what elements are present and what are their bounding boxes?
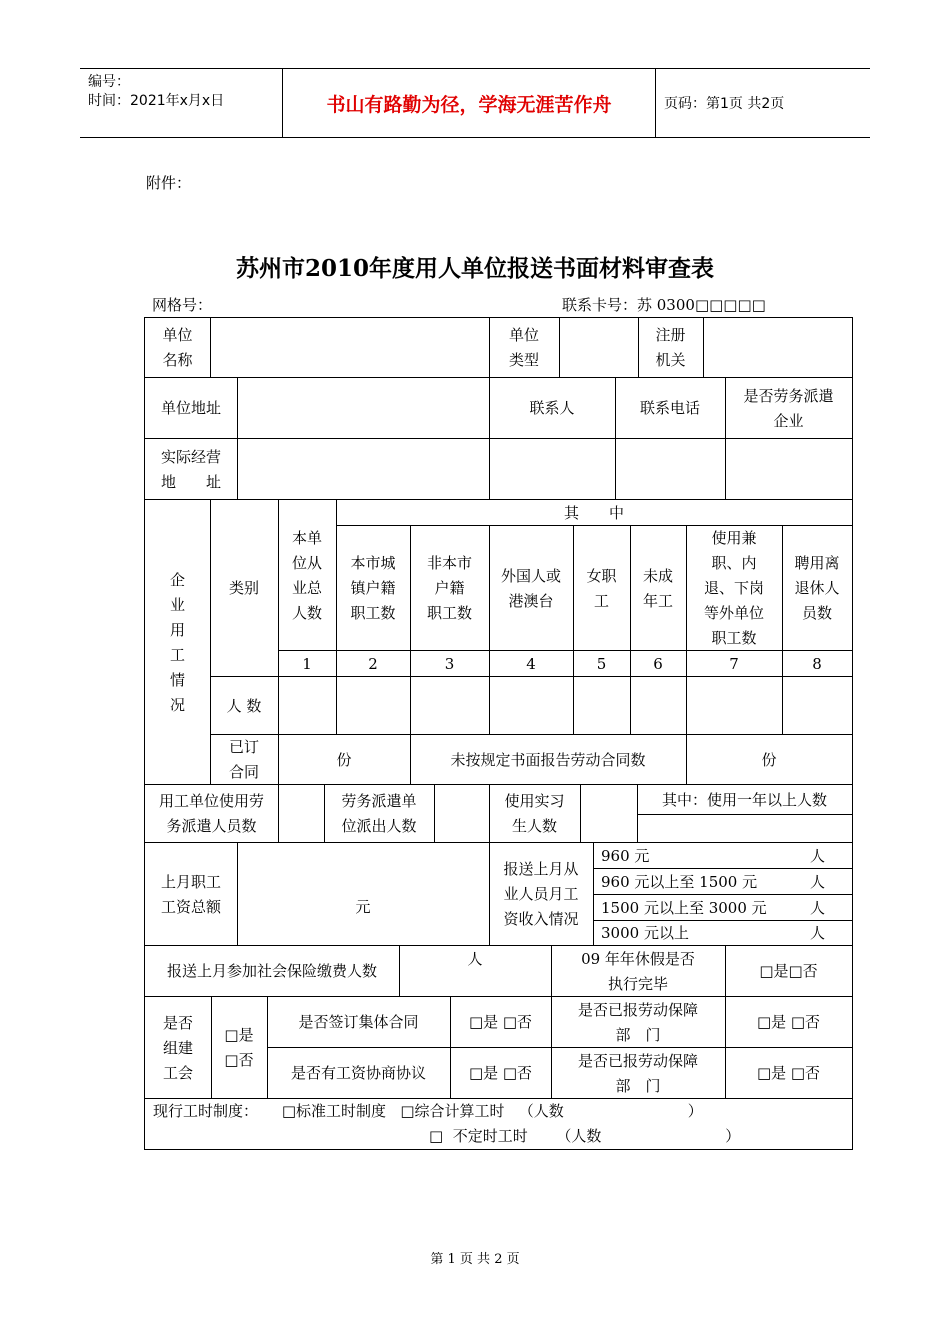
label-retired: 聘用离 退休人 员数 (794, 554, 840, 622)
field-interns-over-year[interactable] (637, 815, 852, 843)
column-number: 2 (368, 654, 378, 673)
table-border (210, 317, 211, 378)
label-actual-address: 实际经营 地 址 (160, 447, 221, 491)
table-border (593, 920, 853, 921)
label-unreported-contracts: 未按规定书面报告劳动合同数 (450, 750, 646, 769)
column-number: 6 (653, 654, 663, 673)
income-bracket-label: 3000 元以上 (601, 924, 689, 942)
label-among: 其 中 (563, 503, 624, 522)
field-contact-person[interactable] (489, 439, 615, 500)
income-bracket-label: 960 元以上至 1500 元 (601, 872, 758, 891)
table-border (450, 996, 451, 1099)
table-border (211, 996, 212, 1099)
label-unit-address: 单位地址 (160, 399, 221, 417)
contact-card-label: 联系卡号：苏 0300□□□□□ (562, 296, 766, 314)
table-border (336, 499, 337, 735)
table-border (593, 894, 853, 895)
label-category: 类别 (228, 579, 259, 597)
field-headcount-7[interactable] (686, 677, 782, 735)
page-footer: 第 1 页 共 2 页 (430, 1252, 520, 1267)
label-signed-contracts: 已订 合同 (228, 738, 259, 781)
table-border (144, 377, 853, 378)
grid-number-label: 网格号： (152, 296, 213, 314)
label-income-report: 报送上月从 业人员月工 资收入情况 (503, 860, 579, 928)
table-border (852, 317, 853, 1150)
field-registration-authority[interactable] (703, 318, 852, 378)
label-interns-over-year: 其中：使用一年以上人数 (661, 790, 827, 809)
time-label: 时间：2021年x月x日 (88, 93, 225, 109)
table-border (267, 1047, 853, 1048)
table-border (144, 499, 853, 500)
checkbox-collective-contract[interactable]: □是 □否 (468, 1013, 533, 1031)
table-border (489, 317, 490, 378)
table-border (703, 317, 704, 378)
table-border (278, 784, 279, 843)
table-border (144, 996, 853, 997)
checkbox-reported-labor-2[interactable]: □是 □否 (756, 1064, 821, 1082)
income-bracket-unit[interactable]: 人 (809, 924, 825, 942)
label-foreign: 外国人或 港澳台 (500, 566, 561, 610)
table-border (267, 996, 268, 1099)
field-headcount-1[interactable] (278, 677, 336, 735)
table-border (725, 377, 726, 500)
label-city-hukou: 本市城 镇户籍 职工数 (350, 554, 396, 622)
label-is-dispatch: 是否劳务派遣 企业 (743, 386, 834, 430)
label-headcount: 人 数 (226, 696, 262, 715)
label-dispatch-sent: 劳务派遣单 位派出人数 (341, 792, 417, 835)
header-divider (655, 69, 656, 137)
attachment-label: 附件： (146, 174, 192, 192)
table-border (144, 1098, 853, 1099)
field-unit-type[interactable] (559, 318, 638, 378)
table-border (434, 784, 435, 843)
header-page-label: 页码：第1页 共2页 (664, 96, 785, 112)
field-unit-address[interactable] (237, 378, 489, 439)
table-border (144, 842, 853, 843)
table-border (144, 784, 853, 785)
serial-label: 编号： (88, 74, 130, 90)
label-registration-authority: 注册 机关 (655, 326, 686, 369)
table-border (489, 377, 490, 500)
column-number: 1 (302, 654, 312, 673)
label-collective-contract: 是否签订集体合同 (298, 1013, 419, 1031)
field-headcount-4[interactable] (489, 677, 573, 735)
field-actual-address[interactable] (237, 439, 489, 500)
table-border (144, 317, 145, 1150)
field-last-month-wage[interactable]: 元 (355, 898, 371, 916)
table-border (551, 945, 552, 1099)
table-border (637, 784, 638, 843)
label-unit-name: 单位 名称 (162, 326, 193, 369)
label-wage-agreement: 是否有工资协商协议 (290, 1064, 426, 1082)
field-dispatch-sent[interactable] (434, 785, 489, 843)
field-headcount-8[interactable] (782, 677, 852, 735)
table-border (210, 676, 853, 677)
table-border (144, 438, 853, 439)
column-number: 8 (812, 654, 822, 673)
label-parttime: 使用兼 职、内 退、下岗 等外单位 职工数 (703, 529, 764, 647)
checkbox-wage-agreement[interactable]: □是 □否 (468, 1064, 533, 1082)
table-border (489, 525, 490, 735)
column-number: 5 (596, 654, 607, 673)
label-holiday-2009: 09 年年休假是否 执行完毕 (581, 949, 695, 993)
label-female: 女职 工 (586, 566, 617, 610)
table-border (278, 650, 853, 651)
table-border (686, 525, 687, 785)
table-border (638, 317, 639, 378)
document-header (80, 68, 870, 138)
income-bracket-unit[interactable]: 人 (809, 898, 825, 917)
label-nonlocal-hukou: 非本市 户籍 职工数 (426, 554, 472, 622)
table-border (237, 377, 238, 500)
field-signed-contracts[interactable]: 份 (336, 750, 352, 769)
work-hours-line2[interactable]: □ 不定时工时 （人数 ） (429, 1127, 741, 1145)
label-total-staff: 本单 位从 业总 人数 (291, 528, 322, 622)
field-social-insurance[interactable]: 人 (467, 950, 483, 968)
income-bracket-label: 1500 元以上至 3000 元 (601, 898, 767, 917)
table-border (410, 525, 411, 785)
label-reported-labor-1: 是否已报劳动保障 部 门 (577, 1000, 698, 1044)
table-border (336, 525, 853, 526)
table-border (324, 784, 325, 843)
field-headcount-2[interactable] (336, 677, 410, 735)
label-social-insurance: 报送上月参加社会保险缴费人数 (166, 962, 377, 980)
table-border (593, 842, 594, 946)
label-reported-labor-2: 是否已报劳动保障 部 门 (577, 1051, 698, 1095)
table-border (782, 525, 783, 735)
table-border (725, 945, 726, 1099)
column-number: 7 (729, 654, 739, 673)
checkbox-holiday-2009[interactable]: □是□否 (759, 962, 818, 980)
table-border (278, 499, 279, 785)
table-border (637, 814, 853, 815)
table-border (615, 377, 616, 500)
checkbox-union[interactable]: □是 □否 (224, 1026, 254, 1069)
table-border (593, 868, 853, 869)
column-number: 4 (526, 654, 536, 673)
table-border (573, 525, 574, 735)
field-unreported-contracts[interactable]: 份 (761, 750, 777, 769)
table-border (559, 317, 560, 378)
income-bracket-label: 960 元 (601, 846, 650, 865)
table-border (144, 317, 853, 318)
label-interns: 使用实习 生人数 (504, 792, 565, 835)
field-unit-name[interactable] (210, 318, 489, 378)
label-union: 是否 组建 工会 (162, 1013, 193, 1082)
field-headcount-3[interactable] (410, 677, 489, 735)
field-headcount-5[interactable] (573, 677, 630, 735)
label-contact-person: 联系人 (529, 399, 575, 417)
table-border (144, 1149, 853, 1150)
table-border (210, 499, 211, 785)
label-minor: 未成 年工 (642, 566, 673, 610)
label-unit-type: 单位 类型 (508, 326, 539, 369)
table-border (210, 734, 853, 735)
table-border (237, 842, 238, 946)
table-border (144, 945, 853, 946)
work-hours-line1[interactable]: 现行工时制度： □标准工时制度 □综合计算工时 （人数 ） (153, 1102, 703, 1120)
table-border (580, 784, 581, 843)
income-bracket-unit[interactable]: 人 (809, 872, 825, 891)
income-bracket-unit[interactable]: 人 (809, 846, 825, 865)
table-border (399, 945, 400, 997)
label-employment-status: 企 业 用 工 情 况 (169, 570, 185, 714)
label-contact-phone: 联系电话 (639, 399, 700, 417)
field-headcount-6[interactable] (630, 677, 686, 735)
column-number: 3 (444, 654, 455, 673)
field-is-dispatch[interactable] (725, 439, 852, 500)
page-title: 苏州市2010年度用人单位报送书面材料审查表 (235, 255, 714, 282)
table-border (489, 784, 490, 946)
checkbox-reported-labor-1[interactable]: □是 □否 (756, 1013, 821, 1031)
header-info (88, 73, 224, 111)
label-dispatch-used: 用工单位使用劳 务派遣人员数 (158, 792, 264, 835)
field-interns[interactable] (580, 785, 637, 843)
label-last-month-wage: 上月职工 工资总额 (160, 872, 221, 916)
header-motto: 书山有路勤为径，学海无涯苦作舟 (326, 93, 612, 116)
field-dispatch-used[interactable] (278, 785, 324, 843)
field-contact-phone[interactable] (615, 439, 725, 500)
table-border (630, 525, 631, 735)
